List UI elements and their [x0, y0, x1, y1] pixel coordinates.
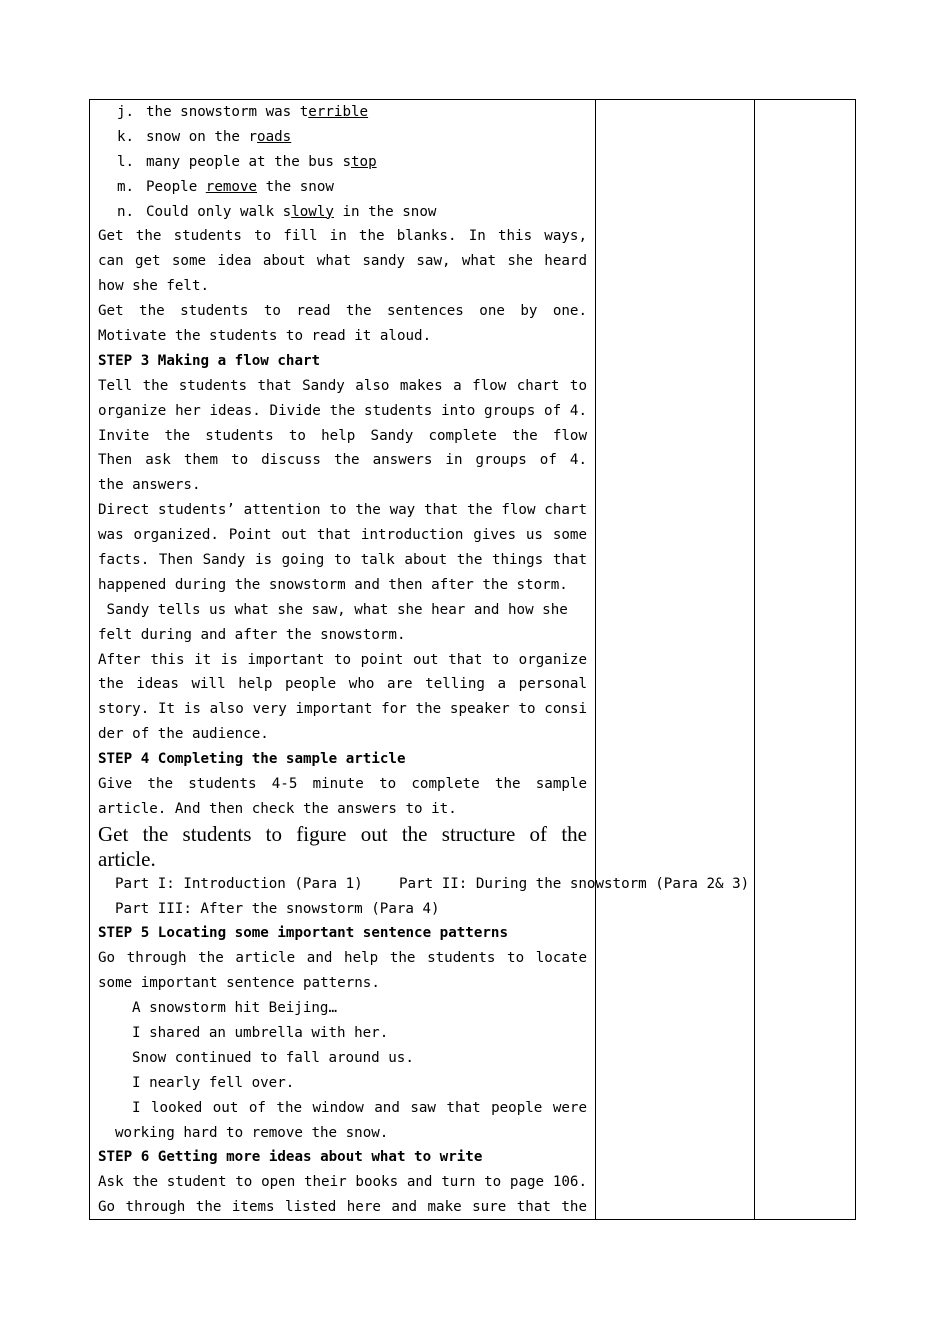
- list-label: l.: [117, 153, 135, 170]
- list-item: n. Could only walk slowly in the snow: [98, 200, 587, 225]
- part-label: Part III: After the snowstorm (Para 4): [115, 900, 440, 917]
- part-label: Part II: During the snowstorm (Para 2& 3): [399, 875, 750, 892]
- paragraph-line: Get the students to read the sentences one by one.: [98, 303, 587, 320]
- list-label: n.: [117, 203, 135, 220]
- underlined-text: remove: [205, 178, 258, 195]
- sentence-pattern: I looked out of the window and saw that people were: [132, 1099, 587, 1116]
- list-text: People: [146, 178, 206, 195]
- paragraph-line: Direct students’ attention to the way that the flow chart: [98, 502, 587, 519]
- list-label: j.: [117, 104, 135, 120]
- paragraph-line: happened during the snowstorm and then after the storm.: [98, 576, 568, 593]
- step-heading: STEP 5 Locating some important sentence patterns: [98, 925, 508, 942]
- paragraph-line: Go through the article and help the students to locate: [98, 950, 587, 967]
- column-divider: [754, 99, 755, 1220]
- paragraph-line: Motivate the students to read it aloud.: [98, 328, 432, 345]
- sentence-pattern: A snowstorm hit Beijing…: [132, 1000, 337, 1017]
- paragraph-line: After this it is important to point out that to organize: [98, 651, 587, 668]
- paragraph-line: Sandy tells us what she saw, what she hear and how she: [98, 601, 568, 618]
- paragraph-line: the answers.: [98, 477, 201, 494]
- paragraph-line: Tell the students that Sandy also makes a flow chart to: [98, 377, 587, 394]
- article-parts-row: [98, 872, 750, 897]
- sentence-pattern: I nearly fell over.: [132, 1074, 295, 1091]
- paragraph-line: facts. Then Sandy is going to talk about the things that: [98, 552, 587, 569]
- paragraph-line: Ask the student to open their books and turn to page 106.: [98, 1174, 587, 1191]
- list-text: many people at the bus s: [146, 153, 351, 170]
- list-item: [98, 100, 587, 125]
- paragraph-line: Get the students to fill in the blanks. In this ways,: [98, 228, 587, 245]
- underlined-text: lowly: [291, 203, 334, 220]
- paragraph-line: Invite the students to help Sandy complete the flow: [98, 427, 587, 444]
- sentence-pattern: working hard to remove the snow.: [115, 1124, 389, 1141]
- list-label: k.: [117, 128, 135, 145]
- list-item: [98, 125, 587, 150]
- paragraph-line: organize her ideas. Divide the students into groups of 4.: [98, 402, 587, 419]
- underlined-text: top: [351, 153, 377, 170]
- step-heading: STEP 3 Making a flow chart: [98, 352, 321, 369]
- list-item: [98, 150, 587, 175]
- paragraph-line: the ideas will help people who are telling a personal: [98, 676, 587, 693]
- structure-instruction: article.: [98, 846, 156, 871]
- sentence-pattern: I shared an umbrella with her.: [132, 1024, 389, 1041]
- paragraph-line: can get some idea about what sandy saw, what she heard: [98, 253, 587, 270]
- paragraph-line: der of the audience.: [98, 726, 269, 743]
- teaching-procedure-cell: [98, 100, 750, 1220]
- paragraph-line: felt during and after the snowstorm.: [98, 626, 406, 643]
- paragraph-line: how she felt.: [98, 278, 210, 295]
- list-text: Could only walk s: [146, 203, 292, 220]
- step-heading: STEP 6 Getting more ideas about what to write: [98, 1149, 483, 1166]
- paragraph-line: Give the students 4-5 minute to complete the sample: [98, 776, 587, 793]
- list-text: the snowstorm was t: [146, 104, 309, 120]
- structure-instruction: Get the students to figure out the structure of the: [98, 821, 587, 846]
- paragraph-line: Then ask them to discuss the answers in groups of 4.: [98, 452, 587, 469]
- column-divider: [595, 99, 596, 1220]
- underlined-text: oads: [257, 128, 292, 145]
- paragraph-line: Go through the items listed here and make sure that the: [98, 1199, 587, 1216]
- underlined-text: errible: [308, 104, 369, 120]
- paragraph-line: story. It is also very important for the speaker to consi: [98, 701, 587, 718]
- paragraph-line: was organized. Point out that introduction gives us some: [98, 527, 587, 544]
- paragraph-line: some important sentence patterns.: [98, 975, 380, 992]
- list-label: m.: [117, 178, 135, 195]
- step-heading: STEP 4 Completing the sample article: [98, 751, 406, 768]
- sentence-pattern: Snow continued to fall around us.: [132, 1049, 414, 1066]
- list-text: snow on the r: [146, 128, 258, 145]
- paragraph-line: article. And then check the answers to it.: [98, 800, 457, 817]
- list-item: m. People remove the snow: [98, 175, 587, 200]
- part-label: Part I: Introduction (Para 1): [115, 875, 363, 892]
